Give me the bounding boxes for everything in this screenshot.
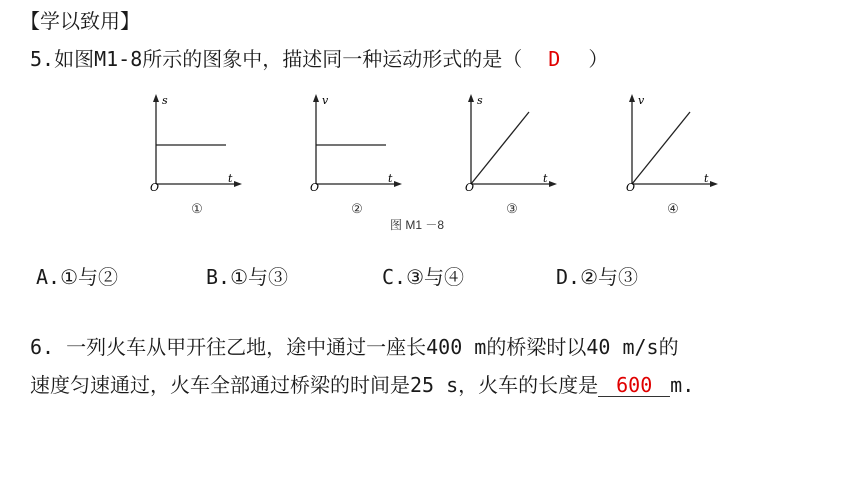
- graph-2-origin: O: [310, 181, 320, 192]
- option-a: A.①与②: [36, 265, 119, 289]
- graph-2-x-label: t: [388, 172, 393, 185]
- graph-3-y-label: s: [477, 94, 483, 107]
- graph-2-y-label: v: [322, 94, 329, 107]
- graph-4-origin: O: [626, 181, 636, 192]
- q6-answer-blank: [598, 374, 670, 397]
- graph-1: [140, 92, 260, 232]
- graph-2: [300, 92, 420, 232]
- graph-2-index: ②: [351, 202, 363, 217]
- q6-answer: 600: [616, 373, 653, 397]
- q5-stem: 5.如图M1-8所示的图象中，描述同一种运动形式的是（: [30, 47, 523, 71]
- question-5: [30, 46, 608, 72]
- graph-3-x-label: t: [543, 172, 548, 185]
- q5-answer: D: [548, 47, 561, 71]
- q6-line-2-text: 速度匀速通过，火车全部通过桥梁的时间是25 s，火车的长度是: [30, 373, 599, 397]
- section-heading: 【学以致用】: [20, 9, 140, 33]
- graph-3-origin: O: [465, 181, 475, 192]
- graph-4-y-label: v: [638, 94, 645, 107]
- graph-1-origin: O: [150, 181, 160, 192]
- graph-1-x-label: t: [228, 172, 233, 185]
- graph-1-y-label: s: [162, 94, 168, 107]
- option-c: C.③与④: [382, 265, 465, 289]
- graph-3-index: ③: [506, 202, 518, 217]
- figure-m1-8: [140, 92, 730, 240]
- graph-1-index: ①: [191, 202, 203, 217]
- graph-4-x-label: t: [704, 172, 709, 185]
- q5-close-paren: ）: [588, 47, 609, 71]
- option-d: D.②与③: [556, 265, 639, 289]
- q6-line-1: 6. 一列火车从甲开往乙地，途中通过一座长400 m的桥梁时以40 m/s的: [30, 335, 679, 359]
- graph-4-index: ④: [667, 202, 679, 217]
- figure-caption: 图 M1 －8: [390, 218, 445, 232]
- graph-3: [455, 92, 575, 232]
- graph-4: [616, 92, 736, 232]
- q6-unit: m.: [670, 373, 695, 397]
- option-b: B.①与③: [206, 265, 289, 289]
- q6-line-2: [30, 372, 694, 398]
